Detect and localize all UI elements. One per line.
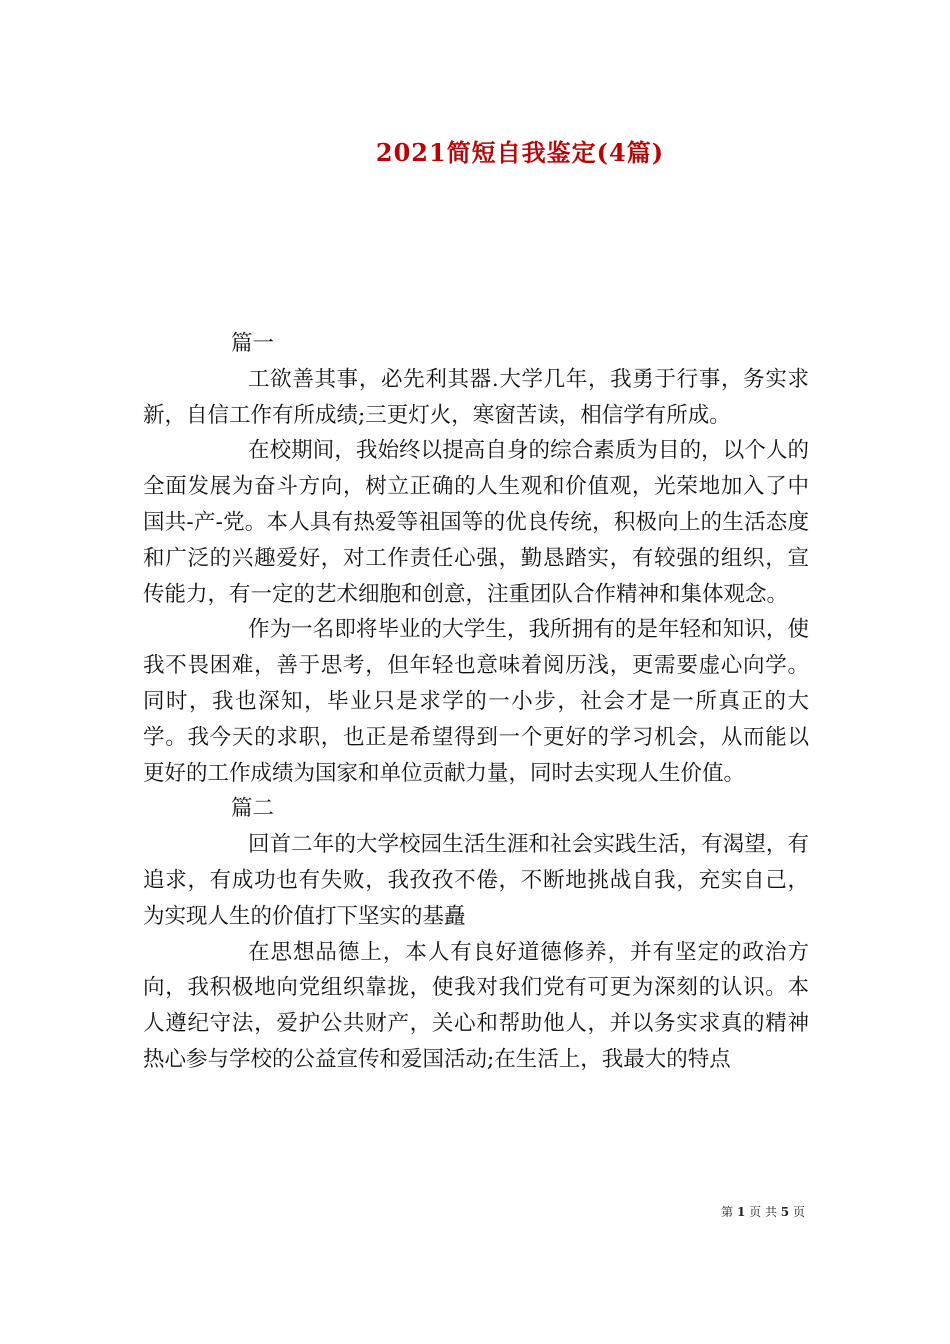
paragraph: 在校期间，我始终以提高自身的综合素质为目的，以个人的全面发展为奋斗方向，树立正确的人生观和价值观，光荣地加入了中国共-产-党。本人具有热爱等祖国等的优良传统，积极向上的生活态度和广泛的兴趣爱好，对工作责任心强，勤恳踏实，有较强的组织，宣传能力，有一定的艺术细胞和创意，注重团队合作精神和集体观念。 [143,438,809,607]
paragraph: 工欲善其事，必先利其器.大学几年，我勇于行事，务实求新，自信工作有所成绩;三更灯火，寒窗苦读，相信学有所成。 [143,366,809,428]
footer-middle: 页 共 [749,1205,777,1219]
paragraph: 作为一名即将毕业的大学生，我所拥有的是年轻和知识，使我不畏困难，善于思考，但年轻也意味着阅历浅，更需要虚心向学。同时，我也深知，毕业只是求学的一小步，社会才是一所真正的大学。我今天的求职，也正是希望得到一个更好的学习机会，从而能以更好的工作成绩为国家和单位贡献力量，同时去实现人生价值。 [143,617,809,786]
footer-suffix: 页 [792,1205,805,1219]
section-heading-2: 篇二 [231,796,275,822]
paragraph: 在思想品德上，本人有良好道德修养，并有坚定的政治方向，我积极地向党组织靠拢，使我对我们党有可更为深刻的认识。本人遵纪守法，爱护公共财产，关心和帮助他人，并以务实求真的精神热心参与学校的公益宣传和爱国活动;在生活上，我最大的特点 [143,939,809,1072]
footer-prefix: 第 [721,1205,734,1219]
document-body [143,326,809,1078]
paragraph: 回首二年的大学校园生活生涯和社会实践生活，有渴望，有追求，有成功也有失败，我孜孜不倦，不断地挑战自我，充实自己，为实现人生的价值打下坚实的基矗 [143,832,809,929]
current-page-number: 1 [736,1205,746,1219]
total-page-count: 5 [780,1205,790,1219]
document-title: 2021简短自我鉴定(4篇) [375,138,665,167]
section-heading-1: 篇一 [231,331,275,356]
page-number-footer [721,1203,805,1220]
